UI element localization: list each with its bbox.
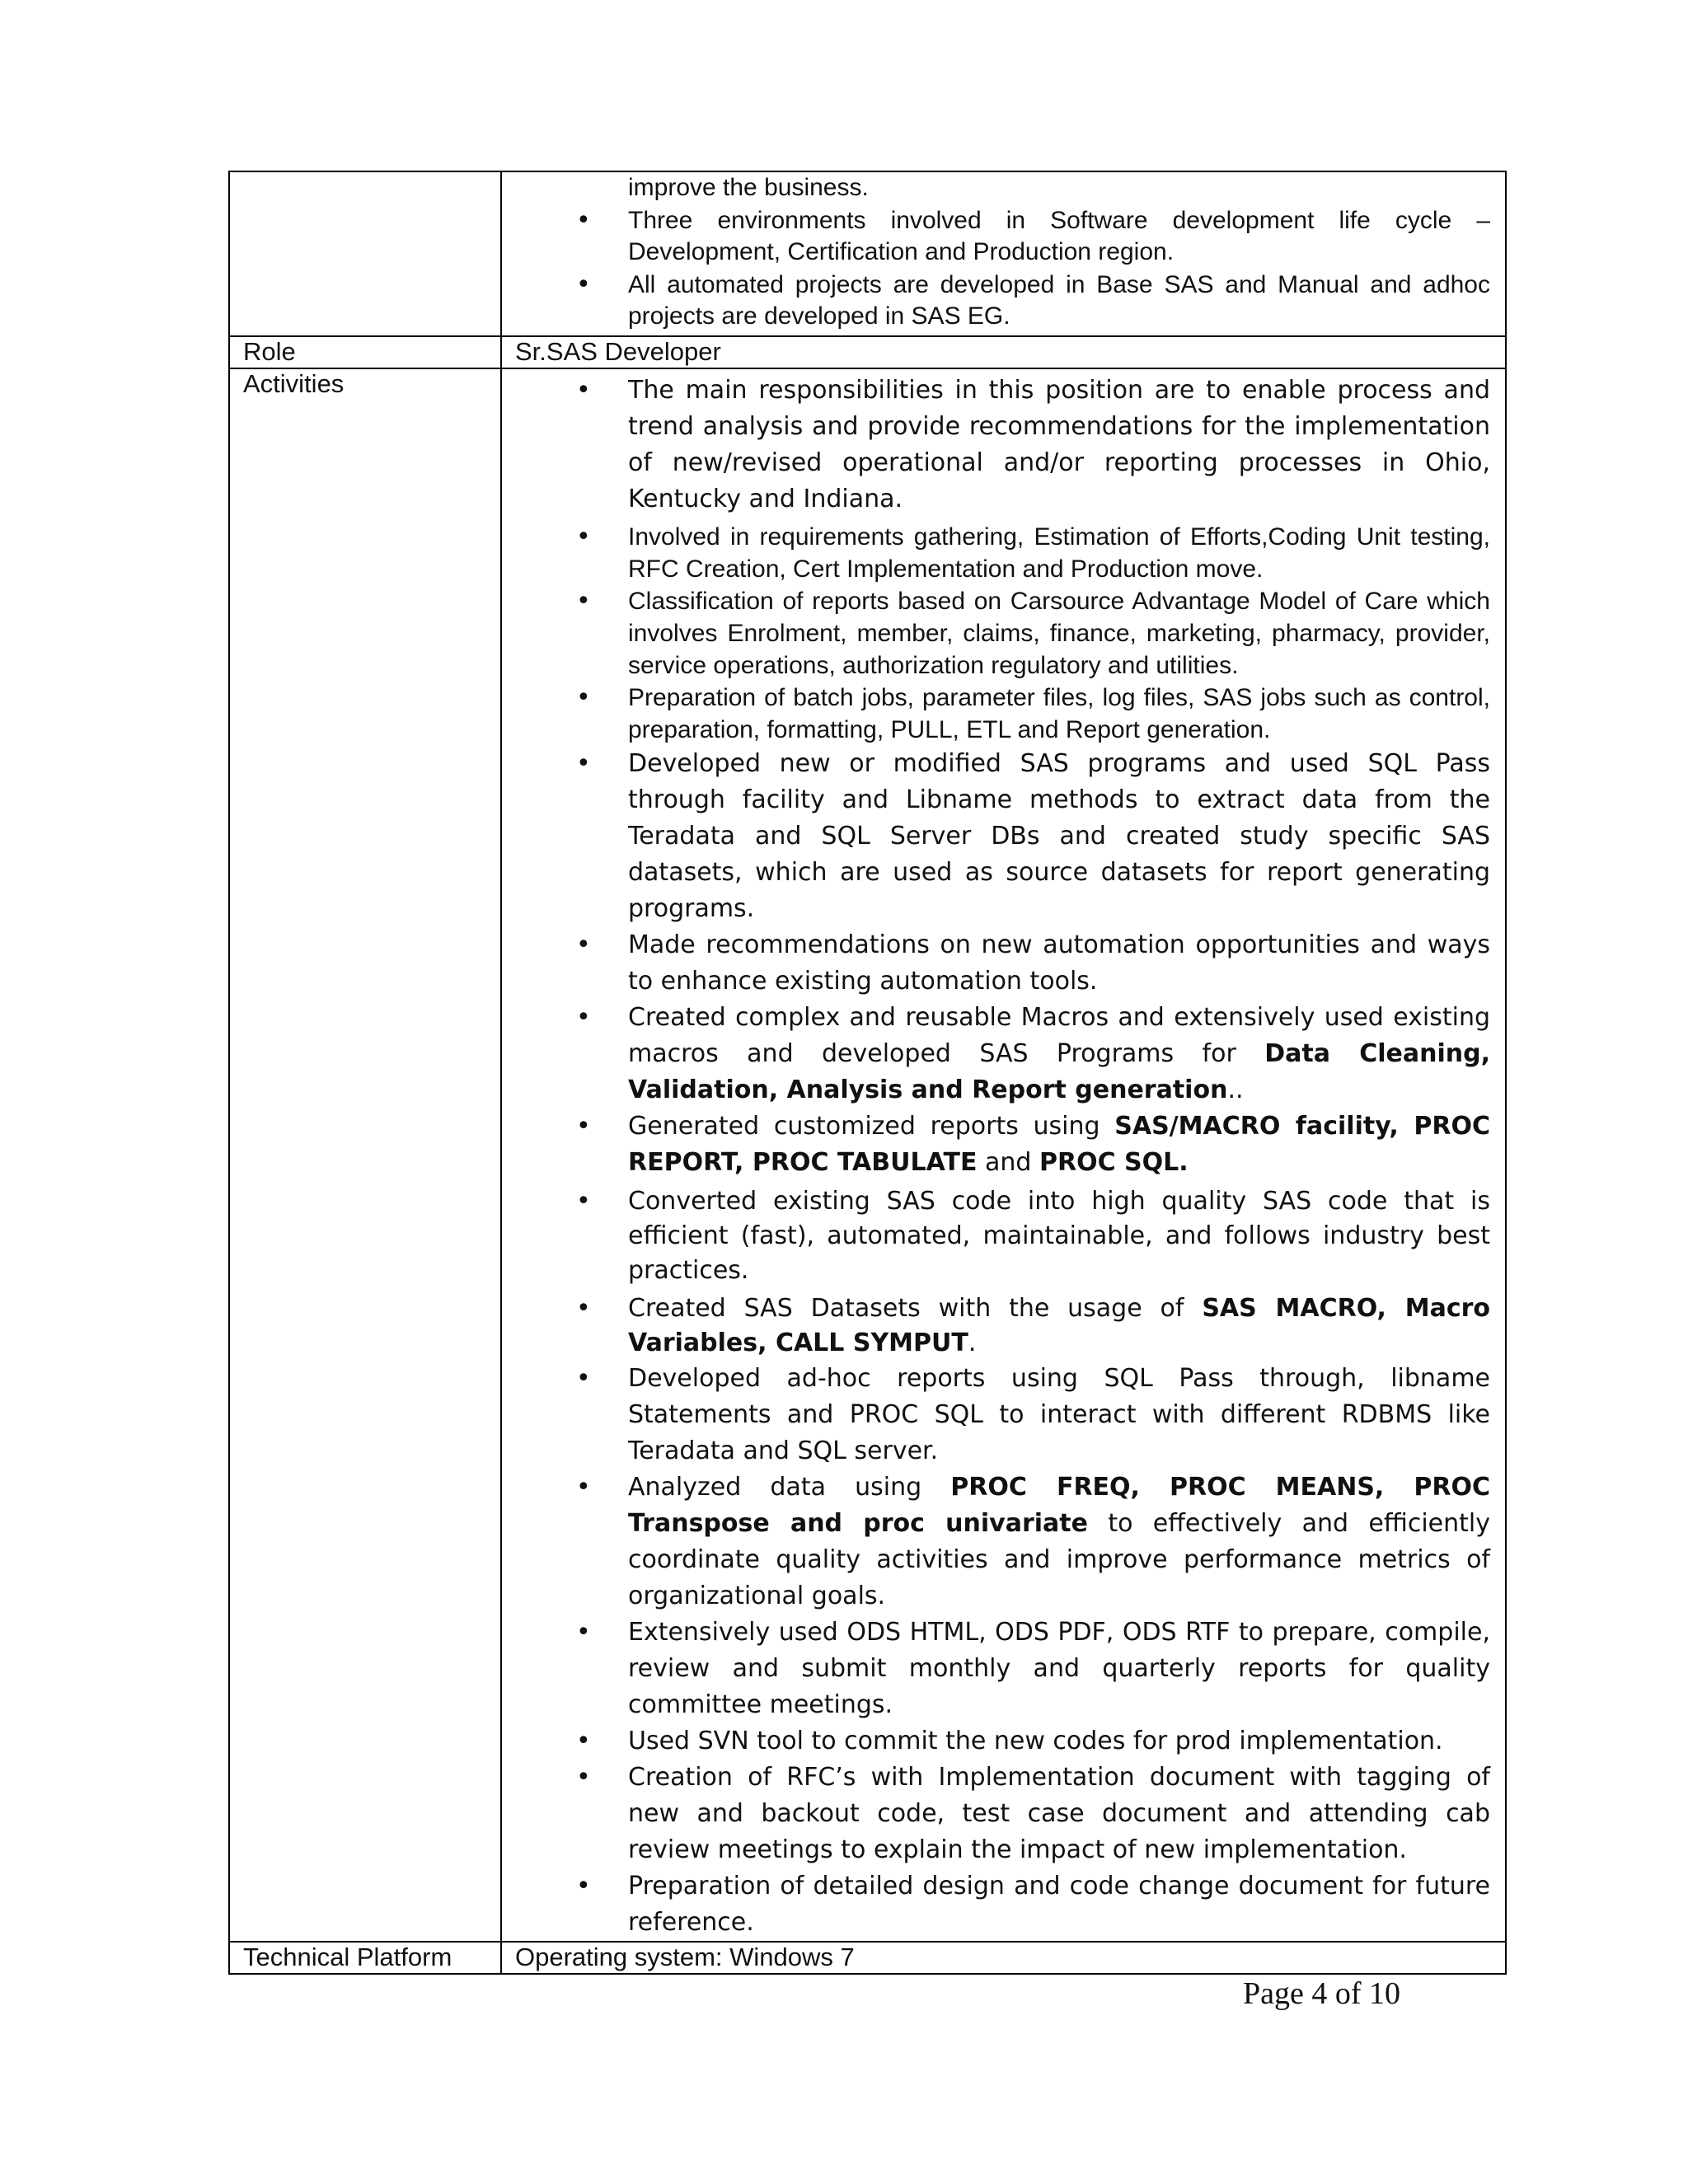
item-text: Analyzed data using [628,1473,951,1502]
project-details-cell [501,171,1506,336]
list-item [515,1291,1490,1361]
item-bold-text: PROC SQL. [1039,1148,1189,1177]
list-item: • Converted existing SAS code into high quality SAS code that is efficient (fast), automated, maintainable, and follows industry best practices. [515,1184,1490,1288]
item-text: to effectively and efficiently coordinate quality activities and improve performance metrics of organizational goals. [628,1509,1490,1610]
list-item [515,1000,1490,1108]
list-item: • Classification of reports based on Carsource Advantage Model of Care which involves Enrolment, member, claims, finance, marketing, pharmacy, provider, service operations, authorization regulatory and utilities. [515,585,1490,682]
table-row-project-details [229,171,1506,336]
item-bold-text: SAS/MACRO facility, PROC REPORT, PROC TABULATE [628,1112,1491,1177]
role-label: Role [229,336,501,368]
continued-text: improve the business. [628,174,869,201]
list-item: • All automated projects are developed in Base SAS and Manual and adhoc projects are developed in SAS EG. [515,269,1490,332]
item-bold-text: PROC FREQ, PROC MEANS, PROC Transpose and proc univariate [628,1473,1490,1538]
technical-platform-label: Technical Platform [229,1942,501,1974]
list-item [515,1469,1490,1615]
technical-platform-value: Operating system: Windows 7 [501,1942,1506,1974]
list-item: • Developed new or modified SAS programs and used SQL Pass through facility and Libname methods to extract data from the Teradata and SQL Server DBs and created study specific SAS datasets, which are used as source datasets for report generating programs. [515,746,1490,927]
project-details-list [515,205,1505,332]
item-bold-text: SAS MACRO, Macro Variables, CALL SYMPUT [628,1294,1491,1357]
row-label-empty [229,171,501,336]
activities-list [515,373,1505,1941]
item-text: Generated customized reports using [628,1112,1115,1141]
item-bold-text: Data Cleaning, Validation, Analysis and Report generation [628,1039,1491,1104]
list-item: • Preparation of detailed design and code change document for future reference. [515,1868,1490,1941]
item-text: .. [1227,1076,1244,1104]
list-item: • Creation of RFC’s with Implementation document with tagging of new and backout code, test case document and attending cab review meetings to explain the impact of new implementation. [515,1760,1490,1868]
list-item: • The main responsibilities in this position are to enable process and trend analysis and provide recommendations for the implementation of new/revised operational and/or reporting processes in Ohio, Kentucky and Indiana. [515,373,1490,518]
item-text: Created SAS Datasets with the usage of [628,1294,1203,1323]
list-item: • Made recommendations on new automation opportunities and ways to enhance existing automation tools. [515,927,1490,1000]
list-item: • Extensively used ODS HTML, ODS PDF, ODS RTF to prepare, compile, review and submit monthly and quarterly reports for quality committee meetings. [515,1615,1490,1723]
table-row-activities [229,368,1506,1942]
item-text: and [977,1148,1039,1177]
activities-label: Activities [229,368,501,1942]
item-text: Created complex and reusable Macros and extensively used existing macros and developed SAS Programs for [628,1003,1490,1068]
list-item: • Involved in requirements gathering, Estimation of Efforts,Coding Unit testing, RFC Creation, Cert Implementation and Production move. [515,521,1490,585]
item-text: . [968,1329,977,1357]
resume-table [228,171,1507,1975]
list-item: • Preparation of batch jobs, parameter files, log files, SAS jobs such as control, preparation, formatting, PULL, ETL and Report generation. [515,682,1490,746]
role-value: Sr.SAS Developer [501,336,1506,368]
page-number: Page 4 of 10 [1243,1976,1401,2011]
table-row-technical-platform [229,1942,1506,1974]
list-item: • Developed ad-hoc reports using SQL Pass through, libname Statements and PROC SQL to interact with different RDBMS like Teradata and SQL server. [515,1361,1490,1469]
list-item: • Three environments involved in Software development life cycle – Development, Certification and Production region. [515,205,1490,268]
list-item: • Used SVN tool to commit the new codes for prod implementation. [515,1723,1490,1760]
list-item [515,1108,1490,1181]
table-row-role [229,336,1506,368]
activities-cell [501,368,1506,1942]
